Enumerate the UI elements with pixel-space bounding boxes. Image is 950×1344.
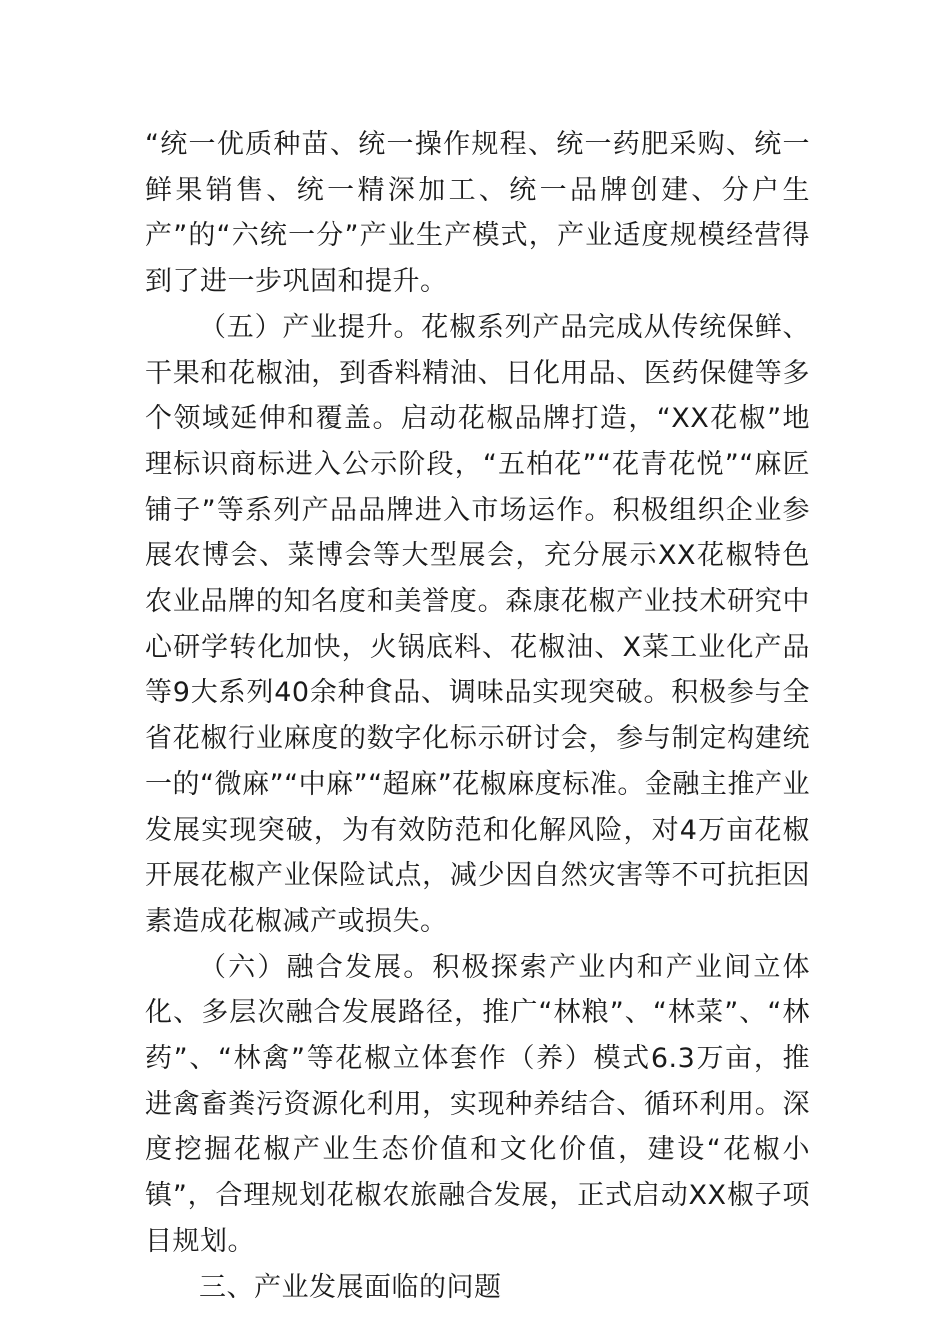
paragraph-industry-upgrade: （五）产业提升。花椒系列产品完成从传统保鲜、干果和花椒油，到香料精油、日化用品、医药保健等多个领域延伸和覆盖。启动花椒品牌打造，“XX花椒”地理标识商标进入公示阶段，“五柏花”“花青花悦”“麻匠铺子”等系列产品品牌进入市场运作。积极组织企业参展农博会、菜博会等大型展会，充分展示XX花椒特色农业品牌的知名度和美誉度。森康花椒产业技术研究中心研学转化加快，火锅底料、花椒油、X菜工业化产品等9大系列40余种食品、调味品实现突破。积极参与全省花椒行业麻度的数字化标示研讨会，参与制定构建统一的“微麻”“中麻”“超麻”花椒麻度标准。金融主推产业发展实现突破，为有效防范和化解风险，对4万亩花椒开展花椒产业保险试点，减少因自然灾害等不可抗拒因素造成花椒减产或损失。 (145, 311, 810, 937)
document-body (145, 122, 810, 1310)
paragraph-production-model: “统一优质种苗、统一操作规程、统一药肥采购、统一鲜果销售、统一精深加工、统一品牌创建、分户生产”的“六统一分”产业生产模式，产业适度规模经营得到了进一步巩固和提升。 (145, 129, 810, 298)
paragraph-integrated-development: （六）融合发展。积极探索产业内和产业间立体化、多层次融合发展路径，推广“林粮”、“林菜”、“林药”、“林禽”等花椒立体套作（养）模式6.3万亩，推进禽畜粪污资源化利用，实现种养结合、循环利用。深度挖掘花椒产业生态价值和文化价值，建设“花椒小镇”，合理规划花椒农旅融合发展，正式启动XX椒子项目规划。 (145, 951, 810, 1257)
section-heading: 三、产业发展面临的问题 (199, 1271, 502, 1303)
